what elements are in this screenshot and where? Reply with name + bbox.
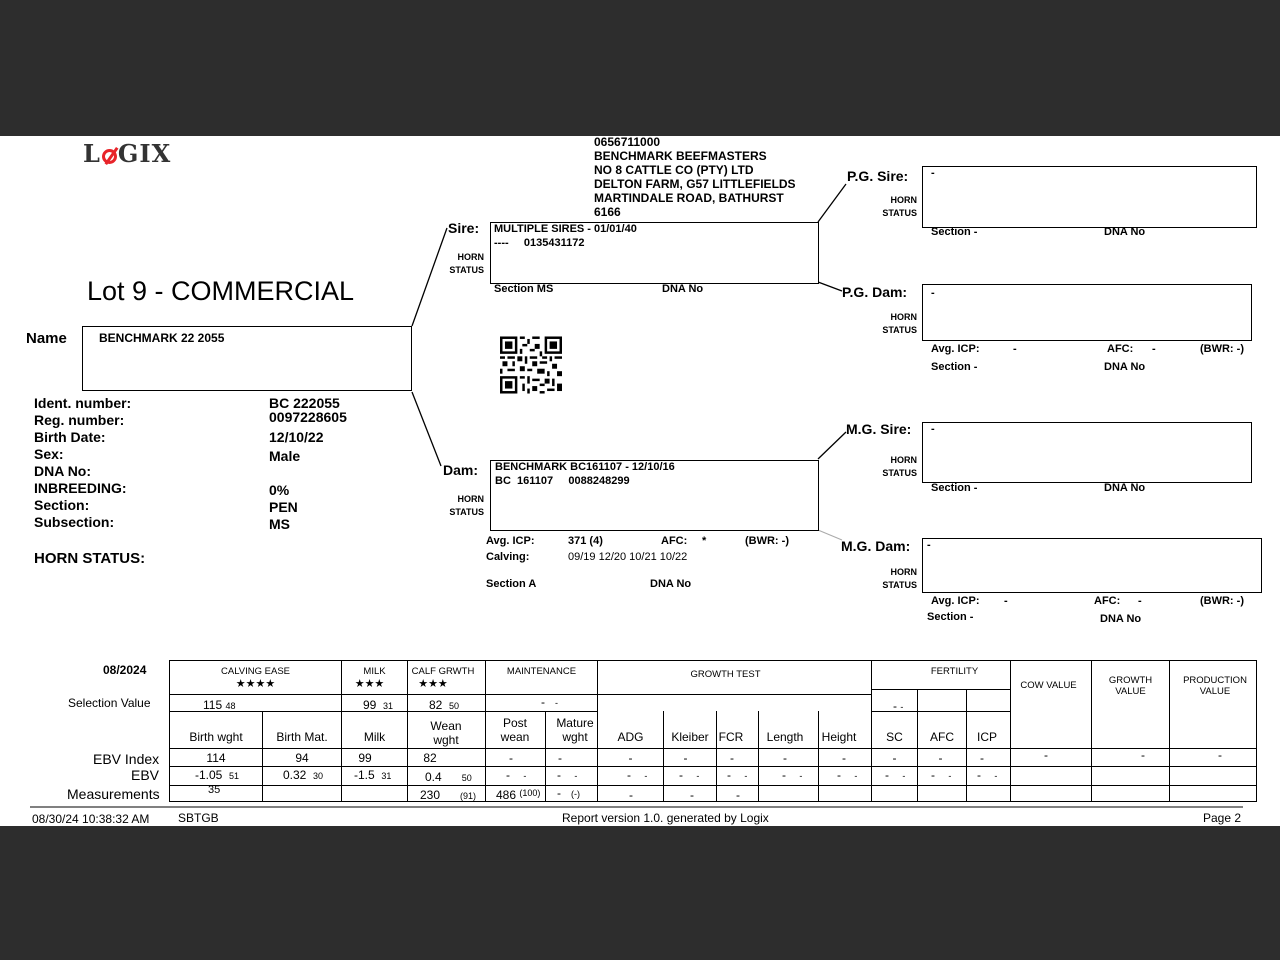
table-date: 08/2024 <box>103 663 147 677</box>
logo-text-l: L <box>83 139 101 168</box>
ebv-index-cell: - <box>783 751 787 765</box>
mg-dam-dna: DNA No <box>1100 613 1142 625</box>
field-value-ident: BC 222055 <box>269 395 340 411</box>
pg-dam-avg-icp: - <box>1013 343 1017 355</box>
logo-text-gix: GIX <box>117 139 172 168</box>
breeder-road: MARTINDALE ROAD, BATHURST <box>594 191 784 205</box>
ebv-cell: 0.4 50 <box>425 770 472 784</box>
ebv-cell: -1.5 31 <box>354 768 392 782</box>
ebv-index-cell: - <box>683 751 688 765</box>
ebv-cell: - - <box>931 768 952 782</box>
col-kleiber: Kleiber <box>671 730 709 744</box>
field-label: DNA No: <box>34 463 92 479</box>
sel-maint: - - <box>541 695 559 709</box>
dam-avg-icp: 371 (4) <box>568 535 603 547</box>
meas-cell: - <box>629 788 633 802</box>
hdr-production-value: PRODUCTION VALUE <box>1183 675 1247 697</box>
meas-cell: 486 $^{(100)}$ <box>496 788 541 802</box>
sel-calving: 115 48 <box>203 698 236 712</box>
mg-sire-value: - <box>931 423 935 435</box>
ebv-index-cell: - <box>938 751 943 765</box>
ebv-cell: 0.32 30 <box>283 768 324 782</box>
field-label: Reg. number: <box>34 412 125 428</box>
name-label: Name <box>26 330 67 347</box>
col-birth-mat: Birth Mat. <box>276 730 328 744</box>
ebv-cell: - - <box>679 768 700 782</box>
mg-dam-avg-icp: - <box>1004 595 1008 607</box>
hdr-milk: MILK <box>363 666 386 677</box>
pg-dam-label: P.G. Dam: <box>842 284 908 300</box>
ebv-cell: - - <box>727 768 748 782</box>
ebv-index-cell: 94 <box>295 751 309 765</box>
hdr-growth-test: GROWTH TEST <box>690 669 761 680</box>
animal-name: BENCHMARK 22 2055 <box>99 331 225 345</box>
ebv-cell: - - <box>782 768 803 782</box>
sel-fert: - - <box>893 699 904 713</box>
ebv-index-cell: - <box>558 751 562 765</box>
field-label: INBREEDING: <box>34 480 127 496</box>
field-value-subsection: MS <box>269 516 290 532</box>
sire-line1: MULTIPLE SIRES - 01/01/40 <box>494 223 637 235</box>
breeder-name: BENCHMARK BEEFMASTERS <box>594 149 767 163</box>
meas-cell: - (-) <box>557 786 581 800</box>
pg-dam-afc: - <box>1152 343 1156 355</box>
pg-sire-dna: DNA No <box>1104 226 1146 238</box>
breeder-farm: DELTON FARM, G57 LITTLEFIELDS <box>594 177 796 191</box>
dam-afc: * <box>702 535 707 547</box>
mg-sire-horn-status: HORN STATUS <box>882 455 917 478</box>
ebv-index-cell: 114 <box>206 751 226 765</box>
footer-page: Page 2 <box>1203 811 1242 825</box>
pg-dam-dna: DNA No <box>1104 361 1146 373</box>
mg-sire-dna: DNA No <box>1104 482 1146 494</box>
col-height: Height <box>821 730 857 744</box>
field-label: Sex: <box>34 446 64 462</box>
dam-horn-status: HORN STATUS <box>449 494 484 517</box>
col-afc: AFC <box>930 730 954 744</box>
mg-dam-label: M.G. Dam: <box>841 538 911 554</box>
ebv-index-cell: 99 <box>358 751 372 765</box>
sire-dna: DNA No <box>662 283 704 295</box>
calf-growth-stars-icon: ★★★ <box>418 678 448 690</box>
dam-dna: DNA No <box>650 578 692 590</box>
row-label-ebv-index: EBV Index <box>93 751 160 767</box>
meas-cell: - <box>690 788 694 802</box>
pg-sire-value: - <box>931 167 935 179</box>
pg-dam-avg-icp-label: Avg. ICP: <box>931 343 980 355</box>
mg-sire-section: Section - <box>931 482 978 494</box>
ebv-table-grid <box>0 136 1280 826</box>
footer-timestamp: 08/30/24 10:38:32 AM <box>32 812 150 826</box>
col-icp: ICP <box>976 730 997 744</box>
ebv-cell: -1.05 51 <box>195 768 240 782</box>
pg-sire-label: P.G. Sire: <box>847 168 909 184</box>
dam-line1: BENCHMARK BC161107 - 12/10/16 <box>495 461 675 473</box>
sire-line2: ---- 0135431172 <box>494 237 585 249</box>
hdr-fertility: FERTILITY <box>930 666 979 677</box>
sel-milk: 99 31 <box>363 698 394 712</box>
sire-horn-status: HORN STATUS <box>449 252 484 275</box>
hdr-cow-value: COW VALUE <box>1020 680 1077 691</box>
col-mature-wght: Mature wght <box>556 716 594 744</box>
mg-dam-afc-label: AFC: <box>1094 595 1121 607</box>
col-fcr: FCR <box>718 730 744 744</box>
growth-value-index: - <box>1141 748 1145 762</box>
pg-sire-section: Section - <box>931 226 978 238</box>
hdr-calf-growth: CALF GRWTH <box>411 666 475 677</box>
dam-section: Section A <box>486 578 537 590</box>
field-label: Section: <box>34 497 90 513</box>
ebv-cell: - - <box>885 768 906 782</box>
sel-calf: 82 50 <box>429 698 460 712</box>
col-wean-wght: Wean wght <box>430 719 462 747</box>
ebv-cell: - - <box>557 768 578 782</box>
sire-section: Section MS <box>494 283 554 295</box>
hdr-growth-value: GROWTH VALUE <box>1108 675 1153 697</box>
pg-dam-horn-status: HORN STATUS <box>882 312 917 335</box>
ebv-index-cell: - <box>509 751 513 765</box>
meas-cell: 230 (91) <box>420 788 477 802</box>
field-label: Subsection: <box>34 514 115 530</box>
field-value-birth: 12/10/22 <box>269 429 324 445</box>
row-label-selection: Selection Value <box>68 696 151 710</box>
field-label: Ident. number: <box>34 395 132 411</box>
field-value-reg: 0097228605 <box>269 409 347 425</box>
lot-title: Lot 9 - COMMERCIAL <box>87 276 355 306</box>
col-birth-wght: Birth wght <box>189 730 243 744</box>
field-value-sex: Male <box>269 448 301 464</box>
production-value-index: - <box>1218 748 1222 762</box>
row-label-ebv: EBV <box>131 767 160 783</box>
field-value-section: PEN <box>269 499 298 515</box>
ebv-index-cell: - <box>892 751 897 765</box>
col-milk: Milk <box>363 730 386 744</box>
dam-line2: BC 161107 0088248299 <box>495 475 630 487</box>
ebv-index-cell: - <box>842 751 846 765</box>
hdr-maintenance: MAINTENANCE <box>506 666 577 677</box>
pedigree-page <box>0 136 1280 826</box>
mg-sire-label: M.G. Sire: <box>846 421 912 437</box>
col-post-wean: Post wean <box>500 716 530 744</box>
col-sc: SC <box>886 730 903 744</box>
dam-calving: 09/19 12/20 10/21 10/22 <box>568 551 688 563</box>
mg-dam-section: Section - <box>927 611 974 623</box>
pg-dam-value: - <box>931 287 935 299</box>
footer-report: Report version 1.0. generated by Logix <box>562 811 769 825</box>
pg-sire-horn-status: HORN STATUS <box>882 195 917 218</box>
col-adg: ADG <box>617 730 644 744</box>
dam-bwr: (BWR: -) <box>745 535 789 547</box>
breeder-company: NO 8 CATTLE CO (PTY) LTD <box>594 163 754 177</box>
meas-cell: 35 <box>208 784 221 796</box>
mg-dam-avg-icp-label: Avg. ICP: <box>931 595 980 607</box>
ebv-cell: - - <box>506 768 527 782</box>
row-label-measurements: Measurements <box>67 786 160 802</box>
cow-value-index: - <box>1044 748 1048 762</box>
mg-dam-value: - <box>927 539 931 551</box>
mg-dam-bwr: (BWR: -) <box>1200 595 1244 607</box>
ebv-index-cell: - <box>628 751 633 765</box>
mg-dam-horn-status: HORN STATUS <box>882 567 917 590</box>
breeder-postcode: 6166 <box>594 205 621 219</box>
dam-afc-label: AFC: <box>661 535 688 547</box>
pg-dam-afc-label: AFC: <box>1107 343 1134 355</box>
pg-dam-section: Section - <box>931 361 978 373</box>
ebv-index-cell: - <box>980 751 984 765</box>
calving-ease-stars-icon: ★★★★ <box>235 678 276 690</box>
dam-label: Dam: <box>443 462 479 478</box>
sire-label: Sire: <box>448 220 480 236</box>
breeder-phone: 0656711000 <box>594 136 661 149</box>
field-value-inbreeding: 0% <box>269 482 290 498</box>
dam-calving-label: Calving: <box>486 551 530 563</box>
ebv-cell: - - <box>977 768 998 782</box>
ebv-cell: - - <box>627 768 648 782</box>
mg-dam-afc: - <box>1138 595 1142 607</box>
ebv-cell: - - <box>837 768 858 782</box>
field-label: Birth Date: <box>34 429 106 445</box>
ebv-index-cell: - <box>730 751 734 765</box>
hdr-calving-ease: CALVING EASE <box>221 666 290 677</box>
ebv-index-cell: 82 <box>423 751 437 765</box>
horn-status-label: HORN STATUS: <box>34 550 146 567</box>
dam-avg-icp-label: Avg. ICP: <box>486 535 535 547</box>
meas-cell: - <box>736 788 740 802</box>
footer-code: SBTGB <box>178 811 219 825</box>
milk-stars-icon: ★★★ <box>354 678 385 690</box>
pg-dam-bwr: (BWR: -) <box>1200 343 1244 355</box>
col-length: Length <box>766 730 804 744</box>
